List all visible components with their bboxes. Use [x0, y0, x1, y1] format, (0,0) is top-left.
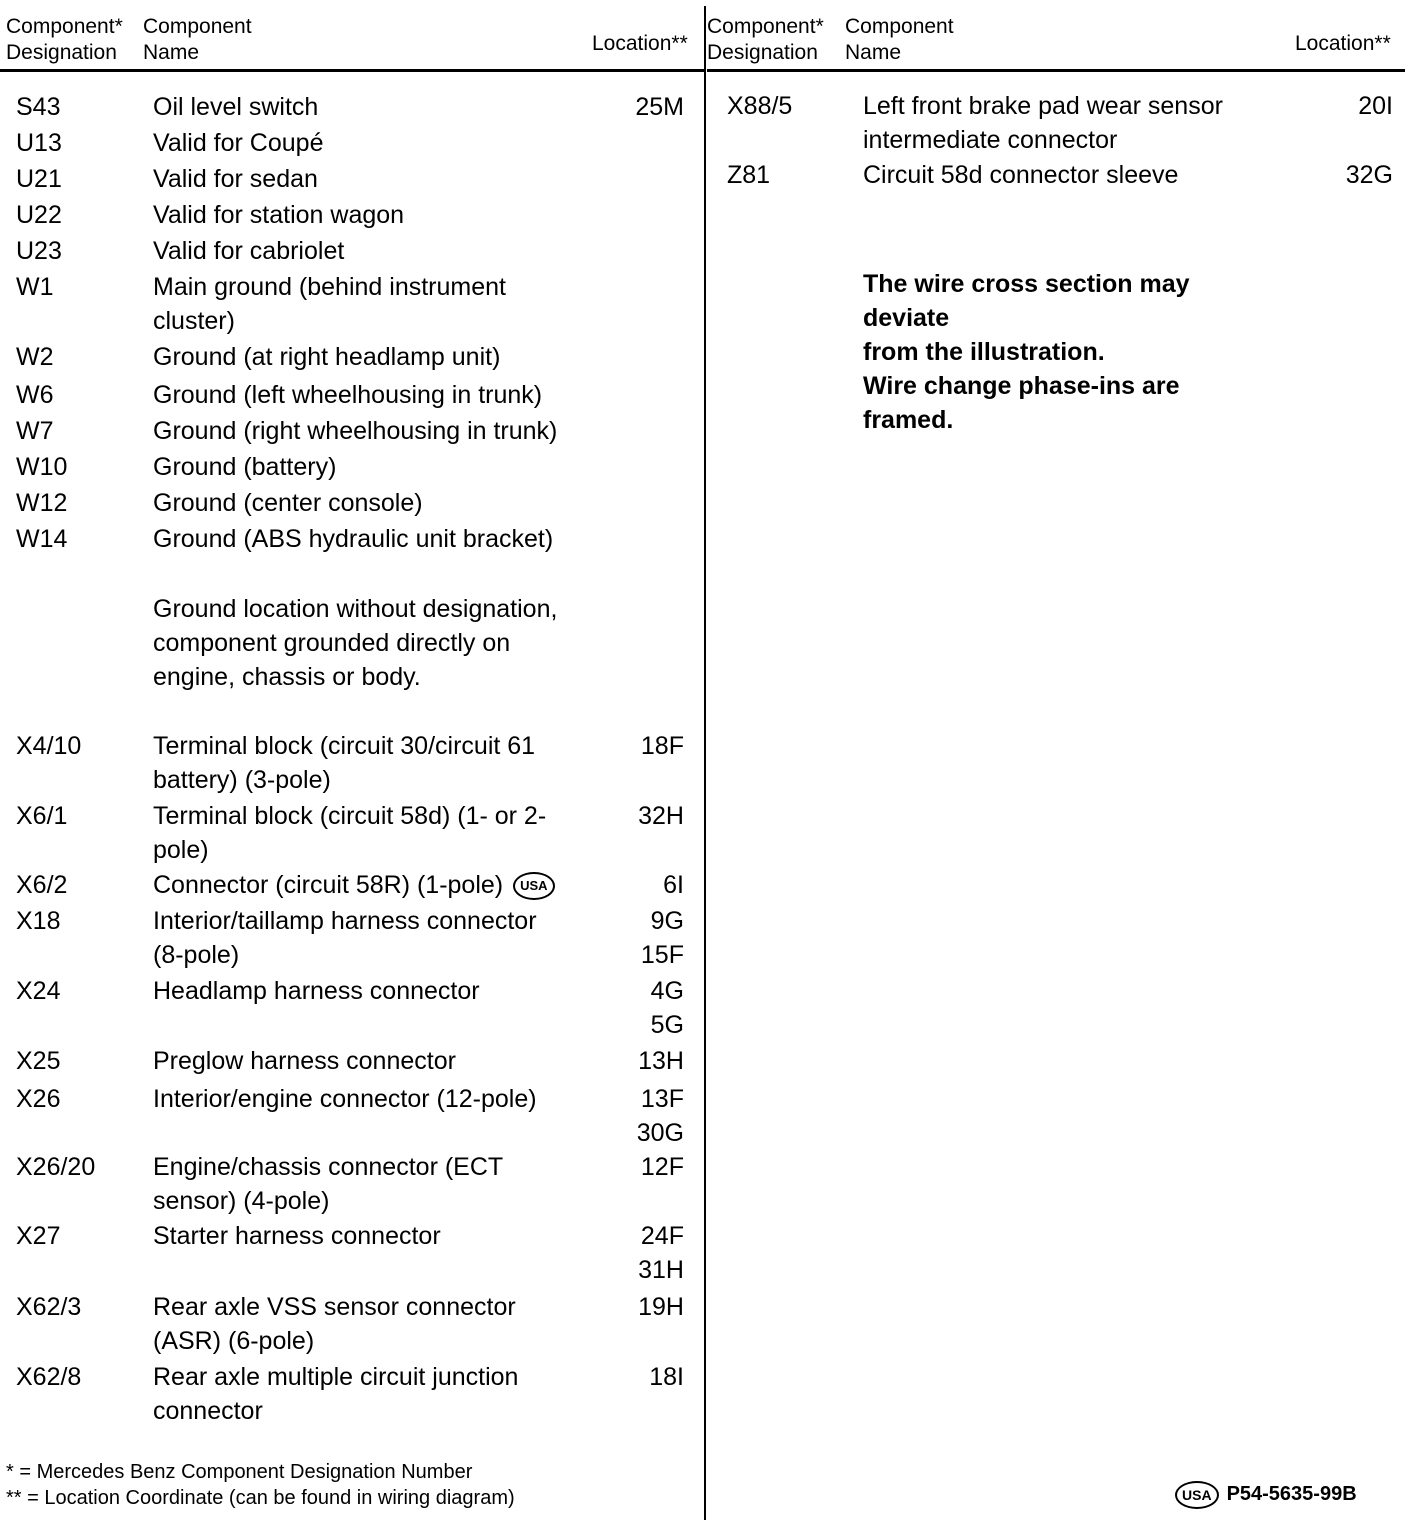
component-designation: W12: [16, 489, 68, 517]
component-designation: W10: [16, 453, 68, 481]
component-designation: X26/20: [16, 1153, 96, 1181]
component-designation: X18: [16, 907, 61, 935]
component-name-cell: [153, 270, 506, 338]
component-name-cell: [153, 162, 318, 196]
footnote-location: ** = Location Coordinate (can be found in wiring diagram): [6, 1487, 515, 1509]
component-name: Valid for sedan: [153, 165, 318, 193]
component-name-cell: [153, 90, 318, 124]
component-designation: U22: [16, 201, 62, 229]
component-name: Ground (right wheelhousing in trunk): [153, 417, 558, 445]
component-name-cell: [153, 450, 336, 484]
component-name-cell: [153, 198, 404, 232]
component-location: 4G 5G: [650, 977, 684, 1039]
component-name: Oil level switch: [153, 93, 319, 121]
component-designation: X27: [16, 1222, 61, 1250]
name-header: Component Name: [143, 15, 252, 64]
header-rule: [0, 69, 704, 72]
component-name: Rear axle VSS sensor connector (ASR) (6-pole): [153, 1293, 516, 1355]
component-name: Circuit 58d connector sleeve: [863, 161, 1179, 189]
component-name: Headlamp harness connector: [153, 977, 480, 1005]
component-designation: W7: [16, 417, 54, 445]
component-name: Ground (left wheelhousing in trunk): [153, 381, 543, 409]
component-location: 32H: [638, 802, 684, 830]
component-name-cell: [153, 592, 557, 694]
component-designation: S43: [16, 93, 61, 121]
component-designation: X88/5: [727, 92, 793, 120]
footnote-designation: * = Mercedes Benz Component Designation Number: [6, 1461, 473, 1483]
component-name: Starter harness connector: [153, 1222, 441, 1250]
component-designation: W1: [16, 273, 54, 301]
component-location: 32G: [1345, 161, 1393, 189]
location-header: Location**: [592, 32, 688, 55]
column-divider: [704, 6, 706, 1520]
component-name: Ground (battery): [153, 453, 337, 481]
component-designation: X62/3: [16, 1293, 82, 1321]
component-name-cell: [153, 1044, 456, 1078]
component-designation: X26: [16, 1085, 61, 1113]
document-code: [1175, 1481, 1357, 1509]
designation-header: Component* Designation: [6, 15, 123, 64]
location-header: Location**: [1295, 32, 1391, 55]
component-name: Preglow harness connector: [153, 1047, 456, 1075]
component-name: Terminal block (circuit 58d) (1- or 2- pole): [153, 802, 547, 864]
header-rule: [707, 69, 1405, 72]
component-designation: X62/8: [16, 1363, 82, 1391]
component-name: Interior/taillamp harness connector (8-pole): [153, 907, 537, 969]
component-name: Valid for cabriolet: [153, 237, 345, 265]
component-name: Ground (ABS hydraulic unit bracket): [153, 525, 554, 553]
component-name-cell: [153, 799, 546, 867]
component-name: Ground location without designation, component grounded directly on engine, chassis or body.: [153, 595, 558, 691]
component-name-cell: [863, 89, 1223, 157]
wire-cross-section-notice: The wire cross section may deviate from the illustration. Wire change phase-ins are framed.: [863, 270, 1190, 434]
component-name-cell: [153, 974, 480, 1008]
component-name-cell: [153, 1290, 516, 1358]
component-location: 9G 15F: [640, 907, 684, 969]
component-name-cell: [153, 1150, 503, 1218]
component-name-cell: [153, 1219, 441, 1253]
component-designation: U23: [16, 237, 62, 265]
component-location: 20I: [1358, 92, 1393, 120]
component-designation: W2: [16, 343, 54, 371]
component-name-cell: [153, 378, 542, 412]
component-name: Interior/engine connector (12-pole): [153, 1085, 537, 1113]
component-name: Ground (center console): [153, 489, 423, 517]
component-location: 18F: [640, 732, 684, 760]
component-name-cell: [153, 126, 323, 160]
component-designation: U21: [16, 165, 62, 193]
component-name-cell: [153, 340, 500, 374]
component-location: 6I: [663, 871, 684, 899]
usa-badge-icon: USA: [513, 872, 554, 900]
component-location: 13H: [638, 1047, 684, 1075]
component-name-cell: [153, 904, 537, 972]
component-location: 13F 30G: [636, 1085, 684, 1147]
component-designation: Z81: [727, 161, 771, 189]
document-code-text: P54-5635-99B: [1226, 1483, 1357, 1506]
usa-badge-icon: USA: [1175, 1481, 1219, 1509]
designation-header: Component* Designation: [707, 15, 824, 64]
component-name-cell: [863, 158, 1178, 192]
component-designation: X6/1: [16, 802, 68, 830]
component-name: Connector (circuit 58R) (1-pole): [153, 871, 504, 899]
component-name-cell: [153, 522, 553, 556]
component-location: 18I: [649, 1363, 684, 1391]
component-designation: X24: [16, 977, 61, 1005]
component-location: 24F 31H: [638, 1222, 684, 1284]
component-name: Valid for Coupé: [153, 129, 324, 157]
component-designation: U13: [16, 129, 62, 157]
component-name: Left front brake pad wear sensor intermediate connector: [863, 92, 1223, 154]
component-name-cell: [153, 234, 344, 268]
component-location: 25M: [635, 93, 684, 121]
component-name: Ground (at right headlamp unit): [153, 343, 501, 371]
name-header: Component Name: [845, 15, 954, 64]
component-designation: X6/2: [16, 871, 68, 899]
component-name-cell: [153, 1082, 537, 1116]
component-name: Rear axle multiple circuit junction connector: [153, 1363, 519, 1425]
component-name-cell: [153, 868, 555, 902]
component-designation: W14: [16, 525, 68, 553]
component-name-cell: [153, 486, 423, 520]
component-name: Terminal block (circuit 30/circuit 61 battery) (3-pole): [153, 732, 536, 794]
component-location: 19H: [638, 1293, 684, 1321]
component-name: Valid for station wagon: [153, 201, 405, 229]
component-designation: X4/10: [16, 732, 82, 760]
component-name-cell: [153, 1360, 518, 1428]
component-location: 12F: [640, 1153, 684, 1181]
component-designation: X25: [16, 1047, 61, 1075]
component-name: Engine/chassis connector (ECT sensor) (4-pole): [153, 1153, 504, 1215]
component-name-cell: [153, 729, 535, 797]
component-name: Main ground (behind instrument cluster): [153, 273, 506, 335]
component-name-cell: [153, 414, 557, 448]
component-designation: W6: [16, 381, 54, 409]
